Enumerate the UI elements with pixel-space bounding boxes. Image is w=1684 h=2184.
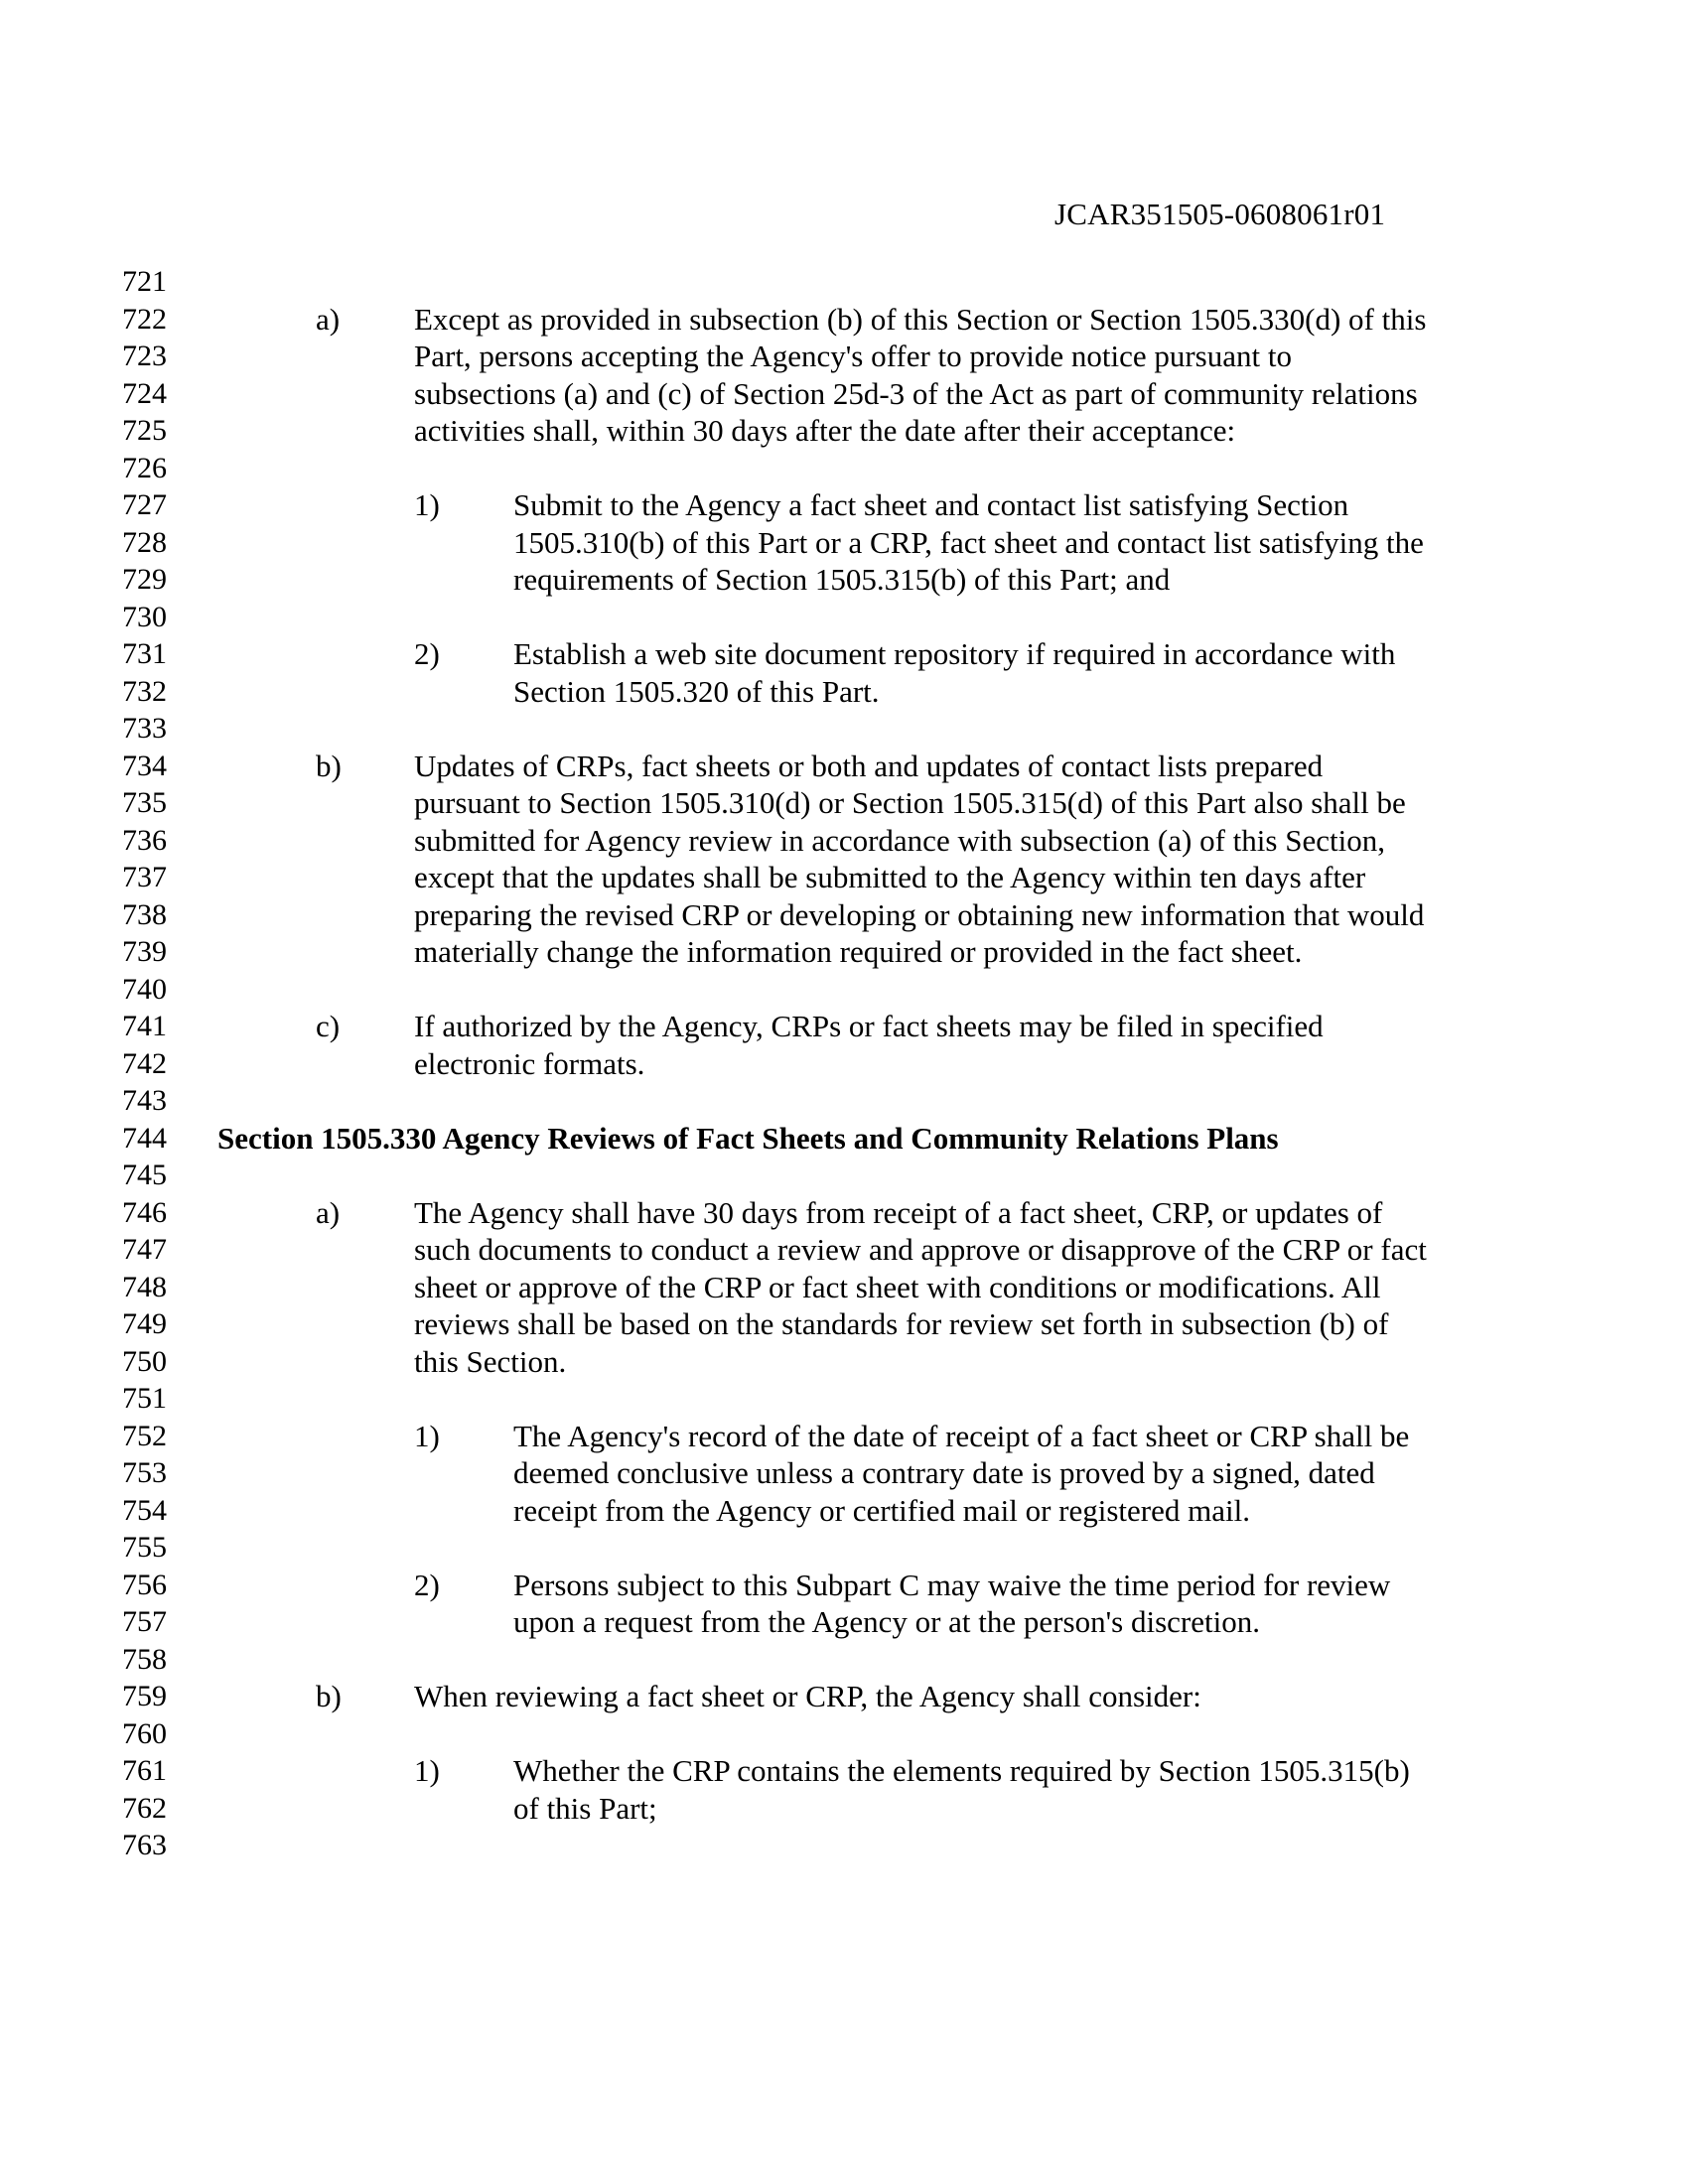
body-text-line: requirements of Section 1505.315(b) of this Part; and [513,562,1171,597]
line-number: 744 [122,1122,167,1155]
line-number: 762 [122,1792,167,1825]
line-number: 732 [122,675,167,708]
body-text-line: preparing the revised CRP or developing or obtaining new information that would [414,897,1425,932]
body-text-line: Except as provided in subsection (b) of this Section or Section 1505.330(d) of this [414,302,1427,337]
line-number: 747 [122,1233,167,1266]
line-number: 740 [122,973,167,1006]
body-text-line: Whether the CRP contains the elements required by Section 1505.315(b) [513,1753,1410,1788]
line-number: 756 [122,1569,167,1601]
line-number: 738 [122,898,167,931]
line-number: 751 [122,1382,167,1415]
body-text-line: of this Part; [513,1791,657,1826]
line-number: 737 [122,861,167,893]
line-number: 722 [122,303,167,336]
subsection-marker: 1) [414,1753,440,1788]
body-text-line: If authorized by the Agency, CRPs or fact sheets may be filed in specified [414,1009,1324,1043]
section-heading: Section 1505.330 Agency Reviews of Fact Sheets and Community Relations Plans [217,1121,1279,1156]
body-text-line: this Section. [414,1344,567,1379]
body-text-line: electronic formats. [414,1046,645,1081]
line-number: 753 [122,1456,167,1489]
body-text-line: When reviewing a fact sheet or CRP, the Agency shall consider: [414,1679,1201,1713]
line-number: 757 [122,1605,167,1638]
subsection-marker: 1) [414,487,440,522]
body-text-line: subsections (a) and (c) of Section 25d-3 of the Act as part of community relations [414,376,1418,411]
body-text-line: Submit to the Agency a fact sheet and contact list satisfying Section [513,487,1349,522]
body-text-line: The Agency's record of the date of receipt of a fact sheet or CRP shall be [513,1419,1410,1453]
line-number: 758 [122,1643,167,1676]
line-number: 730 [122,601,167,633]
document-id: JCAR351505-0608061r01 [1054,197,1386,231]
line-number: 760 [122,1717,167,1750]
line-number: 742 [122,1047,167,1080]
subsection-marker: 2) [414,1568,440,1602]
body-text-line: sheet or approve of the CRP or fact sheet with conditions or modifications. All [414,1270,1381,1304]
line-number: 731 [122,637,167,670]
line-number: 745 [122,1159,167,1191]
subsection-marker: a) [316,302,341,337]
line-number: 748 [122,1271,167,1303]
body-text-line: activities shall, within 30 days after the date after their acceptance: [414,413,1236,448]
body-text-line: 1505.310(b) of this Part or a CRP, fact sheet and contact list satisfying the [513,525,1424,560]
line-number: 755 [122,1531,167,1564]
body-text-line: The Agency shall have 30 days from receipt of a fact sheet, CRP, or updates of [414,1195,1383,1230]
line-number: 724 [122,377,167,410]
body-text-line: receipt from the Agency or certified mail or registered mail. [513,1493,1250,1528]
line-number: 746 [122,1196,167,1229]
line-number: 733 [122,712,167,745]
line-number: 750 [122,1345,167,1378]
body-text-line: submitted for Agency review in accordance with subsection (a) of this Section, [414,823,1385,858]
line-number: 727 [122,488,167,521]
subsection-marker: 1) [414,1419,440,1453]
body-text-line: pursuant to Section 1505.310(d) or Section 1505.315(d) of this Part also shall be [414,785,1406,820]
subsection-marker: b) [316,749,342,783]
line-number: 761 [122,1754,167,1787]
body-text-line: Section 1505.320 of this Part. [513,674,880,709]
line-number: 725 [122,414,167,447]
line-number: 729 [122,563,167,596]
line-number: 752 [122,1420,167,1452]
body-text-line: reviews shall be based on the standards for review set forth in subsection (b) of [414,1306,1389,1341]
line-number: 743 [122,1084,167,1117]
line-number: 735 [122,786,167,819]
line-number: 759 [122,1680,167,1712]
line-number: 721 [122,265,167,298]
line-number: 754 [122,1494,167,1527]
line-number: 736 [122,824,167,857]
line-number: 749 [122,1307,167,1340]
body-text-line: Establish a web site document repository if required in accordance with [513,636,1396,671]
body-text-line: Part, persons accepting the Agency's offer to provide notice pursuant to [414,339,1292,373]
line-number: 763 [122,1829,167,1861]
subsection-marker: c) [316,1009,341,1043]
body-text-line: Updates of CRPs, fact sheets or both and updates of contact lists prepared [414,749,1324,783]
line-number: 739 [122,935,167,968]
line-number: 723 [122,340,167,372]
body-text-line: except that the updates shall be submitted to the Agency within ten days after [414,860,1366,894]
subsection-marker: a) [316,1195,341,1230]
subsection-marker: b) [316,1679,342,1713]
body-text-line: upon a request from the Agency or at the person's discretion. [513,1604,1260,1639]
line-number: 741 [122,1010,167,1042]
line-number: 728 [122,526,167,559]
body-text-line: such documents to conduct a review and approve or disapprove of the CRP or fact [414,1232,1427,1267]
subsection-marker: 2) [414,636,440,671]
body-text-line: deemed conclusive unless a contrary date is proved by a signed, dated [513,1455,1375,1490]
body-text-line: materially change the information required or provided in the fact sheet. [414,934,1303,969]
line-number: 734 [122,750,167,782]
body-text-line: Persons subject to this Subpart C may waive the time period for review [513,1568,1391,1602]
line-number: 726 [122,452,167,484]
